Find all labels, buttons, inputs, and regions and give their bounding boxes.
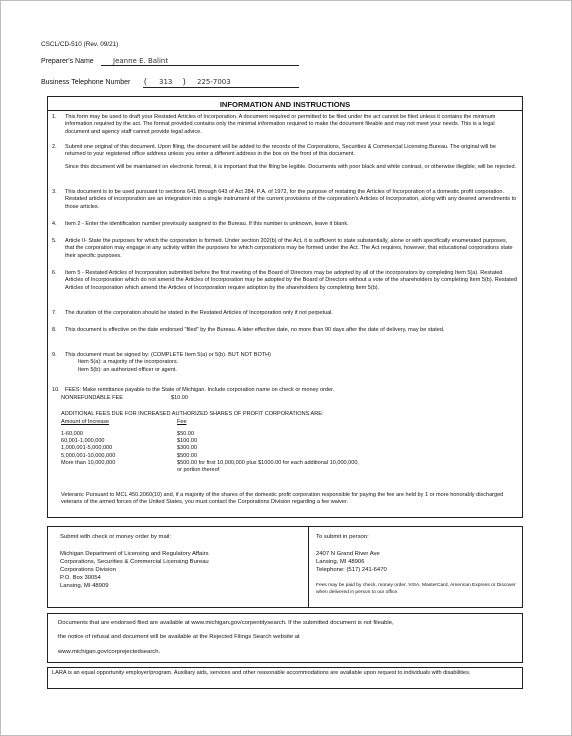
lara-notice-box — [47, 667, 523, 689]
title-divider — [48, 110, 522, 111]
in-person-address: 2407 N Grand River Ave Lansing, MI 48906 Telephone: (517) 241-6470 — [316, 551, 387, 573]
instruction-item-7: 7. The duration of the corporation should be stated in the Restated Articles of Incorporation only if not perpetual. — [52, 310, 333, 316]
instruction-item-4: 4. Item 2 - Enter the identification number previously assigned to the Bureau. If this number is unknown, leave it blank. — [52, 221, 349, 227]
phone-number-value[interactable]: 225-7003 — [197, 78, 231, 86]
instruction-item-9: 9. This document must be signed by: (COMPLETE Item 5(a) or 5(b). BUT NOT BOTH) Item 5(a): a majority of the incorporators. Item 5(b): an authorized officer or agent. — [52, 352, 272, 373]
rejected-search-link[interactable]: www.michigan.gov/corprejectedsearch. — [58, 649, 161, 655]
instruction-item-10: 10. FEES: Make remittance payable to the State of Michigan. Include corporation name on check or money order. — [52, 387, 335, 393]
fee-header-amount: Amount of Increase — [61, 419, 110, 425]
instruction-item-1: 1. This form may be used to draft your Restated Articles of Incorporation. A document required or permitted to be filed under the act cannot be filed unless it contains the minimum information required by the act. The format provided contains only the minimal information required to make the document fileable and may not meet your needs. This is a legal document and agency staff cannot provide legal advice. — [52, 114, 496, 135]
instruction-item-2: 2. Submit one original of this document. Upon filing, the document will be added to the records of the Corporations, Securities & Commercial Licensing Bureau. The original will be returned to your registered office address unless you enter a different address in the box on the front of this document. Since this document will be maintained on electronic format, it is important that the filing be legible. Documents with poor black and white contrast, or otherwise illegible, will be rejected. — [52, 144, 517, 170]
fee-row: 60,001-1,000,000 $100.00 — [61, 438, 198, 445]
form-id: CSCL/CD-510 (Rev. 09/21) — [41, 41, 119, 48]
phone-underline — [143, 87, 299, 88]
preparer-name-value[interactable]: Jeanne E. Balint — [113, 57, 169, 65]
instructions-box — [47, 96, 523, 518]
preparer-label: Preparer's Name — [41, 58, 94, 65]
veterans-note: Veterans: Pursuant to MCL 450.2060(10) and, if a majority of the shares of the domestic profit corporation responsible for paying the fee are held by 1 or more honorably discharged veterans of the armed forces of the United States, you must contact the Corporations Division regarding a fee waiver. — [61, 492, 504, 506]
additional-fees-title: ADDITIONAL FEES DUE FOR INCREASED AUTHORIZED SHARES OF PROFIT CORPORATIONS ARE: — [61, 411, 324, 417]
instructions-title: INFORMATION AND INSTRUCTIONS — [219, 100, 351, 109]
submission-box — [47, 526, 523, 608]
nonrefundable-fee-label: NONREFUNDABLE FEE — [61, 395, 123, 401]
preparer-underline — [101, 65, 299, 66]
online-availability-box — [47, 613, 523, 663]
nonrefundable-fee-value: $10.00 — [171, 395, 188, 401]
instruction-item-5: 5. Article II- State the purposes for which the corporation is formed. Under section 202(b) of the Act, it is sufficient to state substantially, alone or with specifically enumerated purposes, that the corporation may engage in any activity within the purposes for which corporations may be formed under the Act. The Act requires, however, that educational corporations state their specific purposes. — [52, 238, 513, 259]
online-line-2: the notice of refusal and document will be available at the Rejected Filings Search website at — [58, 634, 300, 640]
mail-address: Michigan Department of Licensing and Regulatory Affairs Corporations, Securities & Commercial Licensing Bureau Corporations Division P.O. Box 30054 Lansing, MI 48909 — [60, 551, 209, 589]
instruction-item-6: 6. Item 5 - Restated Articles of Incorporation submitted before the first meeting of the Board of Directors may be adopted by all of the incorporators by completing Item 5(a). Restated Articles of Incorporation which do not amend the Articles of Incorporation may be adopted by the Board of Directors without a vote of the shareholders by completing Item 5(b). Restated Articles of Incorporation which amend the Articles of Incorporation require adoption by the shareholders by completing Item 5(b). — [52, 270, 518, 291]
phone-label: Business Telephone Number — [41, 79, 131, 86]
fee-row: More than 10,000,000 $500.00 for first 10,000,000 plus $1000.00 for each additional 10,000,000, or portion thereof — [61, 459, 359, 473]
in-person-heading: To submit in person: — [316, 534, 369, 540]
area-code-value[interactable]: 313 — [159, 78, 173, 86]
area-close-paren: ) — [183, 77, 186, 86]
fee-row: 5,000,001-10,000,000 $500.00 — [61, 452, 198, 459]
fee-table-header — [61, 419, 481, 427]
area-open-paren: ( — [144, 77, 147, 86]
fee-table — [61, 419, 481, 489]
payment-note: Fees may be paid by check, money order, VISA, MasterCard, American Express or Discover when delivered in person to our office. — [316, 583, 516, 595]
instruction-item-3: 3. This document is to be used pursuant to sections 641 through 643 of Act 284, P.A. of 1972, for the purpose of restating the Articles of Incorporation of a domestic profit corporation. Restated articles of incorporation are an integration into a single instrument of the current provisions of the corporation's Articles of Incorporation, along with any desired amendments to those articles. — [52, 189, 517, 210]
fee-header-fee: Fee — [177, 419, 187, 425]
instruction-item-8: 8. This document is effective on the date endorsed "filed" by the Bureau. A later effective date, no more than 90 days after the date of delivery, may be stated. — [52, 327, 445, 333]
mail-heading: Submit with check or money order by mail: — [60, 534, 171, 540]
nonrefundable-fee-row — [61, 395, 481, 402]
online-line-1: Documents that are endorsed filed are available at www.michigan.gov/corpentitysearch. If the submitted document is not fileable, — [58, 620, 394, 626]
lara-notice: LARA is an equal opportunity employer/program. Auxiliary aids, services and other reasonable accommodations are available upon request to individuals with disabilities. — [52, 670, 471, 676]
fee-row: 1-60,000 $50.00 — [61, 431, 194, 437]
fee-row: 1,000,001-5,000,000 $300.00 — [61, 445, 198, 452]
submission-divider — [308, 527, 309, 607]
